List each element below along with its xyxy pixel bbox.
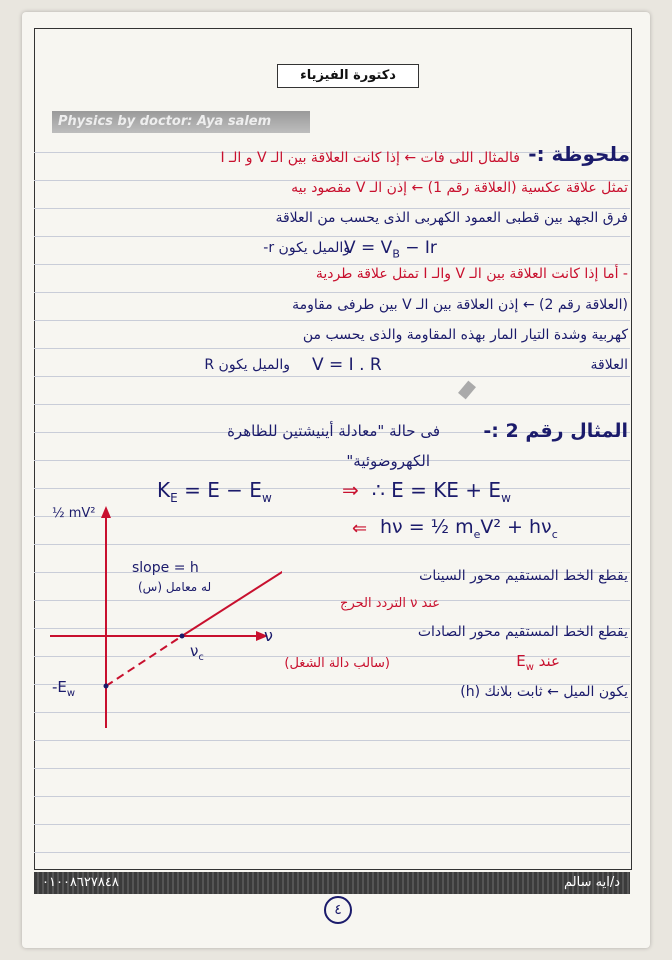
example-title: المثال رقم 2 :-	[483, 420, 628, 442]
graph-threshold-label: $\nu_c$	[190, 642, 204, 663]
ruled-line	[34, 796, 630, 797]
equation-einstein: hν = ½ $m_eV^2 + h\nu_c$	[380, 516, 558, 541]
equation-ke: $K_E = E - E_w$	[157, 478, 272, 505]
equation-e: ∴ E = KE + $E_w$	[372, 478, 511, 505]
note-line-8: العلاقة	[590, 357, 628, 373]
ruled-line	[34, 488, 630, 489]
arrow-2: ⇐	[352, 518, 368, 539]
ruled-line	[34, 236, 630, 237]
arrow-1: ⇒	[342, 478, 359, 502]
note-work-function: (سالب دالة الشغل)	[284, 656, 390, 671]
yint-point	[104, 684, 109, 689]
equation-terminal-voltage: $V = V_B - Ir$	[344, 238, 437, 261]
note-line-8b: والميل يكون R	[204, 357, 290, 373]
note-y-intercept-value: عند $E_w$	[516, 652, 560, 673]
ruled-line	[34, 376, 630, 377]
graph-slope-label: slope = h	[132, 560, 199, 576]
watermark-banner: Physics by doctor: Aya salem	[52, 111, 310, 133]
graph-ylabel: ½ mV²	[52, 506, 96, 521]
ruled-line	[34, 348, 630, 349]
note-y-intercept: يقطع الخط المستقيم محور الصادات	[417, 624, 628, 640]
example-text-2: الكهروضوئية"	[346, 452, 430, 470]
ruled-line	[34, 404, 630, 405]
y-axis-arrow	[101, 506, 111, 518]
header-title: دكتورة الفيزياء	[277, 64, 419, 88]
note-line-1: فالمثال اللى فات ← إذا كانت العلاقة بين الـ V و الـ I	[220, 150, 520, 166]
example-text-1: فى حالة "معادلة أينيشتين للظاهرة	[227, 422, 440, 440]
equation-ohm: V = I . R	[312, 355, 382, 375]
graph-xlabel: ν	[264, 626, 273, 645]
ruled-line	[34, 852, 630, 853]
note-line-4: والميل يكون r-	[263, 240, 350, 256]
ruled-line	[34, 768, 630, 769]
note-line-3: فرق الجهد بين قطبى العمود الكهربى الذى يحسب من العلاقة	[275, 210, 628, 226]
note-line-5: - أما إذا كانت العلاقة بين الـ V والـ I تمثل علاقة طردية	[315, 266, 628, 282]
ruled-line	[34, 740, 630, 741]
ruled-line	[34, 320, 630, 321]
ruled-line	[34, 292, 630, 293]
note-title: ملحوظة :-	[528, 142, 630, 166]
note-slope: يكون الميل ← ثابت بلانك (h)	[460, 684, 628, 700]
ruled-line	[34, 824, 630, 825]
note-line-7: كهربية وشدة التيار المار بهذه المقاومة والذى يحسب من	[302, 327, 628, 343]
graph-yint-label: $-E_w$	[52, 678, 76, 699]
notebook-page	[22, 12, 650, 948]
ruled-line	[34, 460, 630, 461]
page-number: ٤	[324, 896, 352, 924]
footer-phone: ٠١٠٠٨٦٢٧٨٤٨	[42, 875, 119, 890]
threshold-point	[180, 634, 185, 639]
footer-name: د/ايه سالم	[564, 875, 620, 890]
note-line-6: (العلاقة رقم 2) ← إذن العلاقة بين الـ V بين طرفى مقاومة	[292, 297, 628, 313]
graph	[42, 498, 282, 738]
ruled-line	[34, 208, 630, 209]
footer-bar	[34, 872, 630, 894]
note-x-intercept-value: عند ν التردد الحرج	[340, 596, 440, 611]
ruled-line	[34, 264, 630, 265]
graph-extrapolation	[106, 636, 182, 686]
note-line-2: تمثل علاقة عكسية (العلاقة رقم 1) ← إذن الـ V مقصود بيه	[291, 180, 628, 196]
note-x-intercept: يقطع الخط المستقيم محور السينات	[419, 568, 628, 584]
graph-slope-note: له معامل (س)	[138, 580, 212, 594]
